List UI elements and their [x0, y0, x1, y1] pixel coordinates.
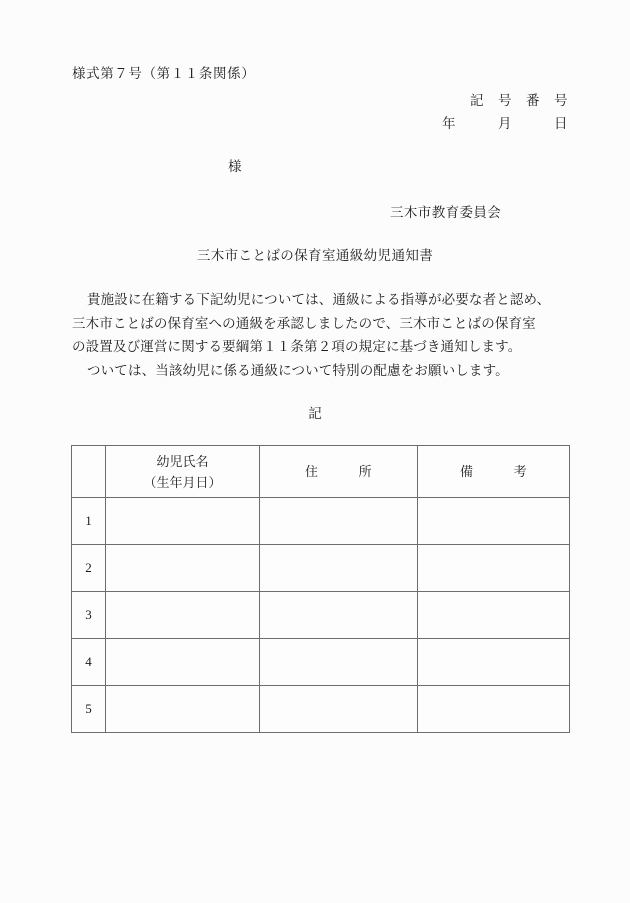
- table-row: [72, 639, 570, 686]
- row-address[interactable]: [260, 498, 418, 545]
- table-row: [72, 545, 570, 592]
- header-note: 備 考: [418, 446, 570, 498]
- reference-number-label: 記 号 番 号: [470, 93, 568, 108]
- header-child-name-main: 幼児氏名: [156, 453, 209, 469]
- header-address: 住 所: [260, 446, 418, 498]
- table-header-row: [72, 446, 570, 498]
- row-number: 1: [72, 498, 106, 545]
- issuer-name: 三木市教育委員会: [390, 205, 502, 220]
- row-note[interactable]: [418, 686, 570, 733]
- row-note[interactable]: [418, 639, 570, 686]
- header-child-name: [106, 446, 260, 498]
- body-line-3: の設置及び運営に関する要綱第１１条第２項の規定に基づき通知します。: [72, 339, 522, 354]
- row-number: 4: [72, 639, 106, 686]
- row-address[interactable]: [260, 592, 418, 639]
- row-address[interactable]: [260, 639, 418, 686]
- body-text: [72, 288, 564, 382]
- row-note[interactable]: [418, 592, 570, 639]
- row-address[interactable]: [260, 686, 418, 733]
- row-child-name[interactable]: [106, 498, 260, 545]
- pupil-record-table: [71, 445, 570, 733]
- header-number: [72, 446, 106, 498]
- body-line-4: ついては、当該幼児に係る通級について特別の配慮をお願いします。: [87, 362, 509, 378]
- row-child-name[interactable]: [106, 545, 260, 592]
- row-child-name[interactable]: [106, 686, 260, 733]
- row-address[interactable]: [260, 545, 418, 592]
- body-line-2: 三木市ことばの保育室への通級を承認しましたので、三木市ことばの保育室: [72, 315, 536, 331]
- header-child-name-sub: （生年月日）: [143, 474, 222, 490]
- ki-marker: 記: [308, 406, 322, 421]
- row-number: 2: [72, 545, 106, 592]
- document-meta-block: [442, 89, 568, 135]
- row-child-name[interactable]: [106, 592, 260, 639]
- row-child-name[interactable]: [106, 639, 260, 686]
- row-note[interactable]: [418, 545, 570, 592]
- date-label: 年 月 日: [442, 116, 568, 131]
- table-row: [72, 498, 570, 545]
- table-row: [72, 686, 570, 733]
- row-note[interactable]: [418, 498, 570, 545]
- addressee-line: 様: [228, 159, 242, 174]
- body-line-1: 貴施設に在籍する下記幼児については、通級による指導が必要な者と認め、: [87, 292, 551, 307]
- page-title: 三木市ことばの保育室通級幼児通知書: [196, 248, 434, 263]
- row-number: 3: [72, 592, 106, 639]
- form-number: 様式第７号（第１１条関係）: [72, 66, 256, 81]
- row-number: 5: [72, 686, 106, 733]
- table-row: [72, 592, 570, 639]
